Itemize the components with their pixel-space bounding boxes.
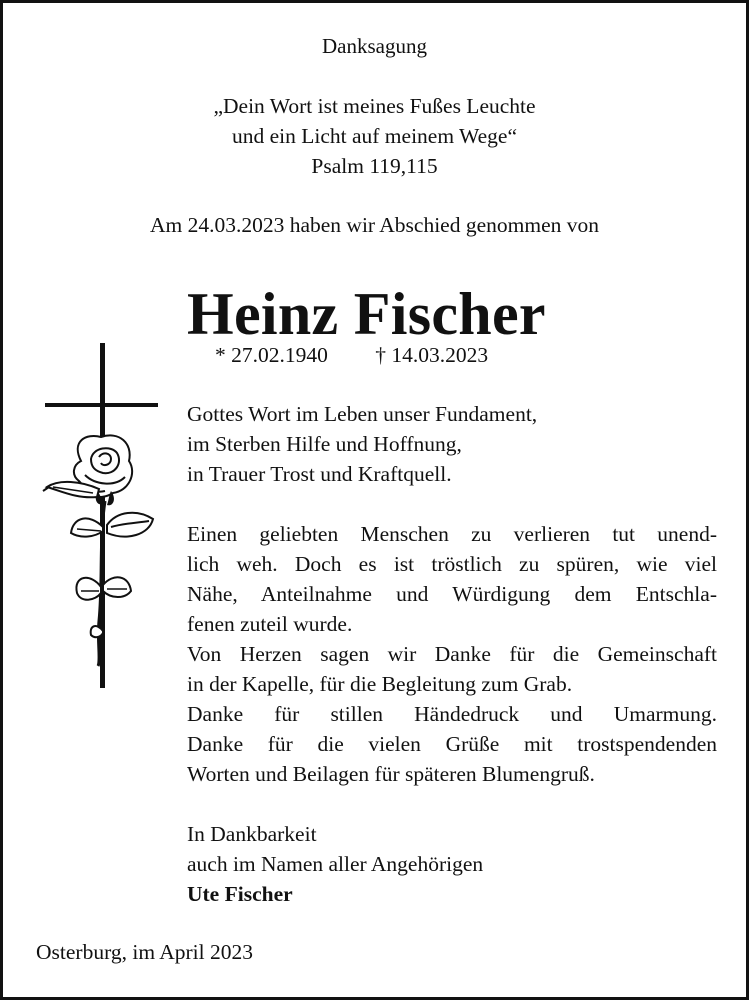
text-line: Danke für die vielen Grüße mit trostspendenden bbox=[187, 732, 717, 756]
place-date: Osterburg, im April 2023 bbox=[36, 940, 253, 964]
text-line: fenen zuteil wurde. bbox=[187, 612, 353, 636]
text-line: Danke für stillen Händedruck und Umarmung. bbox=[187, 702, 717, 726]
text-line: Worten und Beilagen für späteren Blumengruß. bbox=[187, 762, 595, 786]
poem-line: Gottes Wort im Leben unser Fundament, bbox=[187, 402, 538, 426]
closing-line: In Dankbarkeit bbox=[187, 822, 317, 846]
text-line: Von Herzen sagen wir Danke für die Gemeinschaft bbox=[187, 642, 717, 666]
thank-you-text bbox=[187, 519, 717, 789]
verse-reference: Psalm 119,115 bbox=[311, 154, 438, 178]
text-line: lich weh. Doch es ist tröstlich zu spüren, wie viel bbox=[187, 552, 717, 576]
poem-line: in Trauer Trost und Kraftquell. bbox=[187, 462, 452, 486]
cross-rose-icon bbox=[41, 341, 165, 691]
poem-line: im Sterben Hilfe und Hoffnung, bbox=[187, 432, 462, 456]
text-line: in der Kapelle, für die Begleitung zum Grab. bbox=[187, 672, 573, 696]
text-line: Nähe, Anteilnahme und Würdigung dem Entschla- bbox=[187, 582, 717, 606]
life-dates bbox=[215, 340, 488, 370]
closing-line: auch im Namen aller Angehörigen bbox=[187, 852, 484, 876]
notice-heading: Danksagung bbox=[322, 34, 427, 58]
farewell-intro: Am 24.03.2023 haben wir Abschied genommen von bbox=[149, 213, 600, 237]
verse-line: „Dein Wort ist meines Fußes Leuchte bbox=[213, 94, 536, 118]
closing-block bbox=[187, 819, 483, 909]
signature: Ute Fischer bbox=[187, 882, 293, 906]
text-line: Einen geliebten Menschen zu verlieren tut unend- bbox=[187, 522, 717, 546]
poem bbox=[187, 399, 537, 489]
death-date: † 14.03.2023 bbox=[375, 343, 489, 367]
deceased-name: Heinz Fischer bbox=[187, 281, 546, 347]
birth-date: * 27.02.1940 bbox=[215, 343, 328, 367]
bible-verse bbox=[3, 91, 746, 181]
verse-line: und ein Licht auf meinem Wege“ bbox=[231, 124, 518, 148]
